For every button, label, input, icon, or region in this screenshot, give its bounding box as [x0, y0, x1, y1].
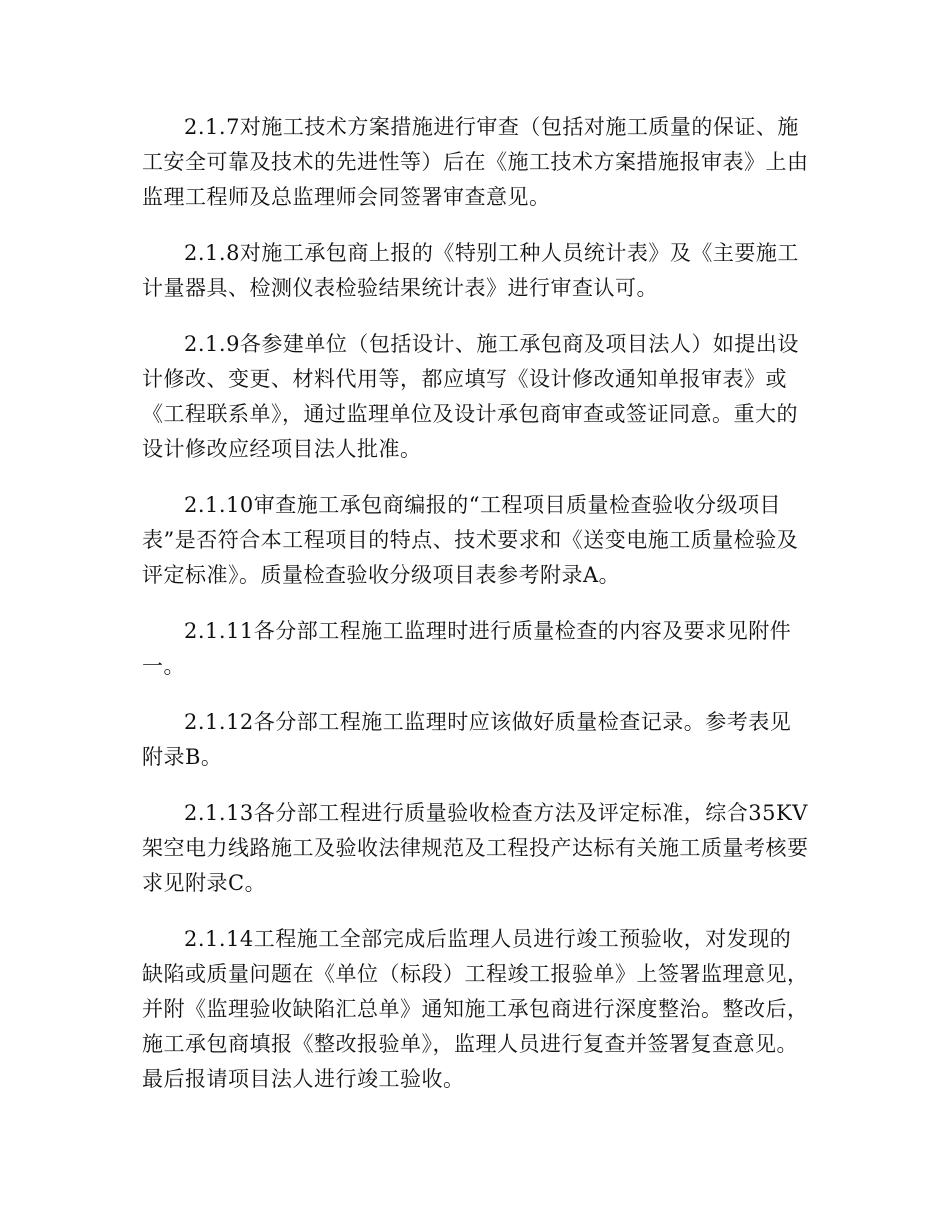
paragraph-2-1-7: 2.1.7对施工技术方案措施进行审查（包括对施工质量的保证、施工安全可靠及技术的先进性等）后在《施工技术方案措施报审表》上由监理工程师及总监理师会同签署审查意见。: [142, 115, 809, 209]
paragraph-2-1-14: 2.1.14工程施工全部完成后监理人员进行竣工预验收，对发现的缺陷或质量问题在《单位（标段）工程竣工报验单》上签署监理意见，并附《监理验收缺陷汇总单》通知施工承包商进行深度整治。整改后，施工承包商填报《整改报验单》，监理人员进行复查并签署复查意见。最后报请项目法人进行竣工验收。: [142, 927, 809, 1091]
paragraph-2-1-10: 2.1.10审查施工承包商编报的“工程项目质量检查验收分级项目表”是否符合本工程项目的特点、技术要求和《送变电施工质量检验及评定标准》。质量检查验收分级项目表参考附录A。: [142, 493, 799, 587]
paragraph-2-1-9: 2.1.9各参建单位（包括设计、施工承包商及项目法人）如提出设计修改、变更、材料代用等，都应填写《设计修改通知单报审表》或《工程联系单》，通过监理单位及设计承包商审查或签证同意。重大的设计修改应经项目法人批准。: [142, 332, 799, 461]
paragraph-2-1-8: 2.1.8对施工承包商上报的《特别工种人员统计表》及《主要施工计量器具、检测仪表检验结果统计表》进行审查认可。: [142, 241, 799, 300]
paragraph-2-1-13: 2.1.13各分部工程进行质量验收检查方法及评定标准，综合35KV架空电力线路施工及验收法律规范及工程投产达标有关施工质量考核要求见附录C。: [142, 801, 809, 895]
paragraph-2-1-11: 2.1.11各分部工程施工监理时进行质量检查的内容及要求见附件一。: [142, 619, 792, 678]
paragraph-2-1-12: 2.1.12各分部工程施工监理时应该做好质量检查记录。参考表见附录B。: [142, 710, 792, 769]
document-body: [142, 110, 812, 1118]
